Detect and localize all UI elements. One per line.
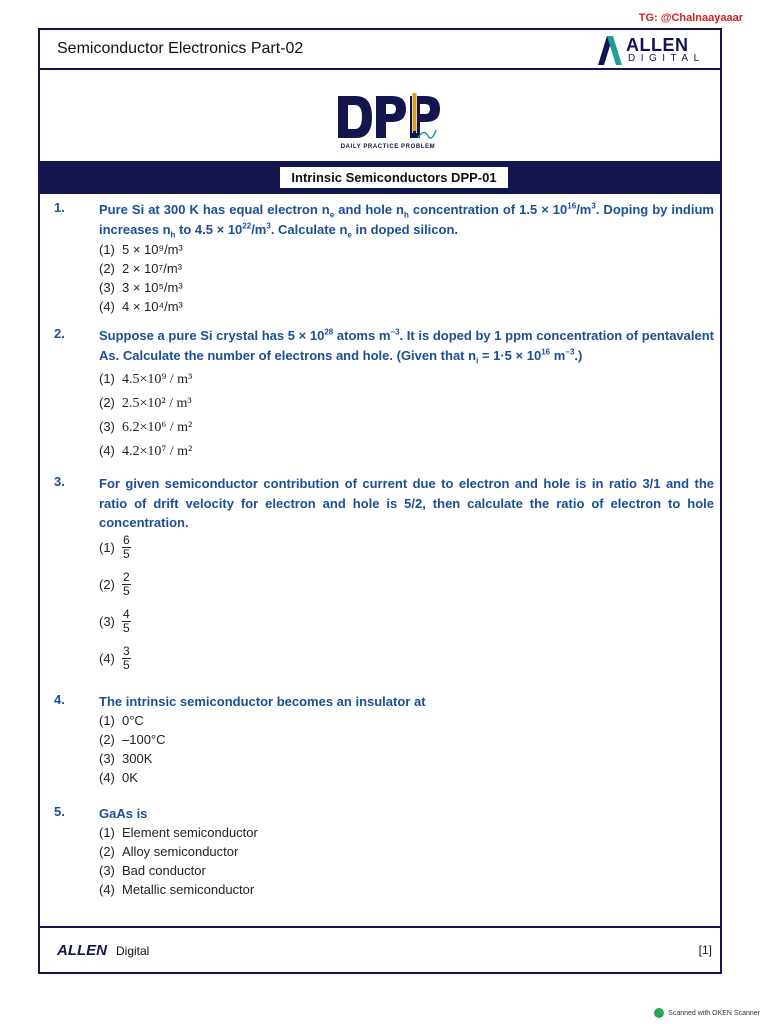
question-number: 1. [54, 200, 65, 215]
question-text: For given semiconductor contribution of current due to electron and hole is in ratio 3/1 and the ratio of drift velocity for electron and hole is 5/2, then calculate the ratio of electron to hole concentration. [99, 476, 714, 530]
option-2[interactable]: (2) 2 × 10⁷/m³ [99, 261, 182, 276]
logo-brand-sub: DIGITAL [628, 53, 705, 64]
option-4[interactable]: (4) 4 × 10⁴/m³ [99, 299, 183, 314]
chapter-title: Semiconductor Electronics Part-02 [57, 40, 304, 57]
options-list [99, 240, 183, 316]
footer-brand: ALLEN [57, 942, 107, 959]
option-2[interactable]: (2) –100°C [99, 732, 166, 747]
page-number: [1] [698, 943, 712, 957]
option-4[interactable]: (4) 4.2×10⁷ / m² [99, 443, 193, 459]
dpp-logo-graphic [332, 90, 444, 142]
question-number: 3. [54, 474, 65, 489]
logo-brand: ALLEN [626, 35, 689, 55]
fraction: $\frac{2}{5}$ [123, 570, 130, 598]
question-text: Pure Si at 300 K has equal electron $n_e$ and hole $n_h$ concentration of $1.5 \times 10^{16}/m^3$. Doping by indium increases $n_h$ to $4.5 \times 10^{22}/m^3$. Calculate $n_e$ in doped silicon. [99, 201, 714, 240]
option-2[interactable]: (2) Alloy semiconductor [99, 844, 239, 859]
dpp-tagline: DAILY PRACTICE PROBLEM [340, 144, 436, 150]
option-4[interactable]: (4) Metallic semiconductor [99, 882, 255, 897]
scanner-stamp: Scanned with OKEN Scanner [654, 1008, 760, 1018]
option-1[interactable]: (1) 5 × 10⁹/m³ [99, 242, 183, 257]
option-4[interactable]: (4) 0K [99, 770, 138, 785]
options-list [99, 534, 131, 682]
page-frame [38, 28, 722, 974]
fraction: $\frac{3}{5}$ [123, 644, 130, 672]
allen-a-icon [596, 34, 624, 66]
option-4[interactable]: (4) $\frac{3}{5}$ [99, 644, 130, 672]
options-list [99, 367, 192, 463]
page-header [40, 30, 720, 70]
dpp-logo [332, 90, 444, 156]
fraction: $\frac{4}{5}$ [123, 607, 130, 635]
question-text: The intrinsic semiconductor becomes an insulator at [99, 694, 426, 709]
options-list [99, 711, 166, 787]
option-1[interactable]: (1) 0°C [99, 713, 144, 728]
question-text: Suppose a pure Si crystal has $5 \times 10^{28}$ atoms $m^{-3}$. It is doped by 1 ppm concentration of pentavalent As. Calculate the number of electrons and hole. (Given that $n_i = 1\cdot 5 \times 10^{16}$ $m^{-3}$.) [99, 327, 715, 366]
question-number: 2. [54, 326, 65, 341]
option-3[interactable]: (3) 6.2×10⁶ / m² [99, 419, 193, 435]
telegram-watermark: TG: @Chalnaayaaar [638, 12, 743, 24]
option-3[interactable]: (3) $\frac{4}{5}$ [99, 607, 130, 635]
footer-brand-sub: Digital [116, 944, 150, 958]
options-list [99, 823, 258, 899]
option-1[interactable]: (1) 4.5×10⁹ / m³ [99, 371, 193, 387]
title-band [40, 161, 720, 194]
option-3[interactable]: (3) Bad conductor [99, 863, 206, 878]
question-text: GaAs is [99, 806, 148, 821]
page-footer [40, 926, 720, 972]
option-1[interactable]: (1) $\frac{6}{5}$ [99, 533, 130, 561]
question-number: 5. [54, 804, 65, 819]
worksheet-title: Intrinsic Semiconductors DPP-01 [279, 166, 509, 189]
question-number: 4. [54, 692, 65, 707]
fraction: $\frac{6}{5}$ [123, 533, 130, 561]
scanner-icon [654, 1008, 664, 1018]
option-3[interactable]: (3) 3 × 10⁵/m³ [99, 280, 183, 295]
option-2[interactable]: (2) 2.5×10² / m³ [99, 395, 192, 411]
option-2[interactable]: (2) $\frac{2}{5}$ [99, 570, 130, 598]
option-3[interactable]: (3) 300K [99, 751, 153, 766]
allen-digital-logo [596, 34, 714, 66]
option-1[interactable]: (1) Element semiconductor [99, 825, 258, 840]
